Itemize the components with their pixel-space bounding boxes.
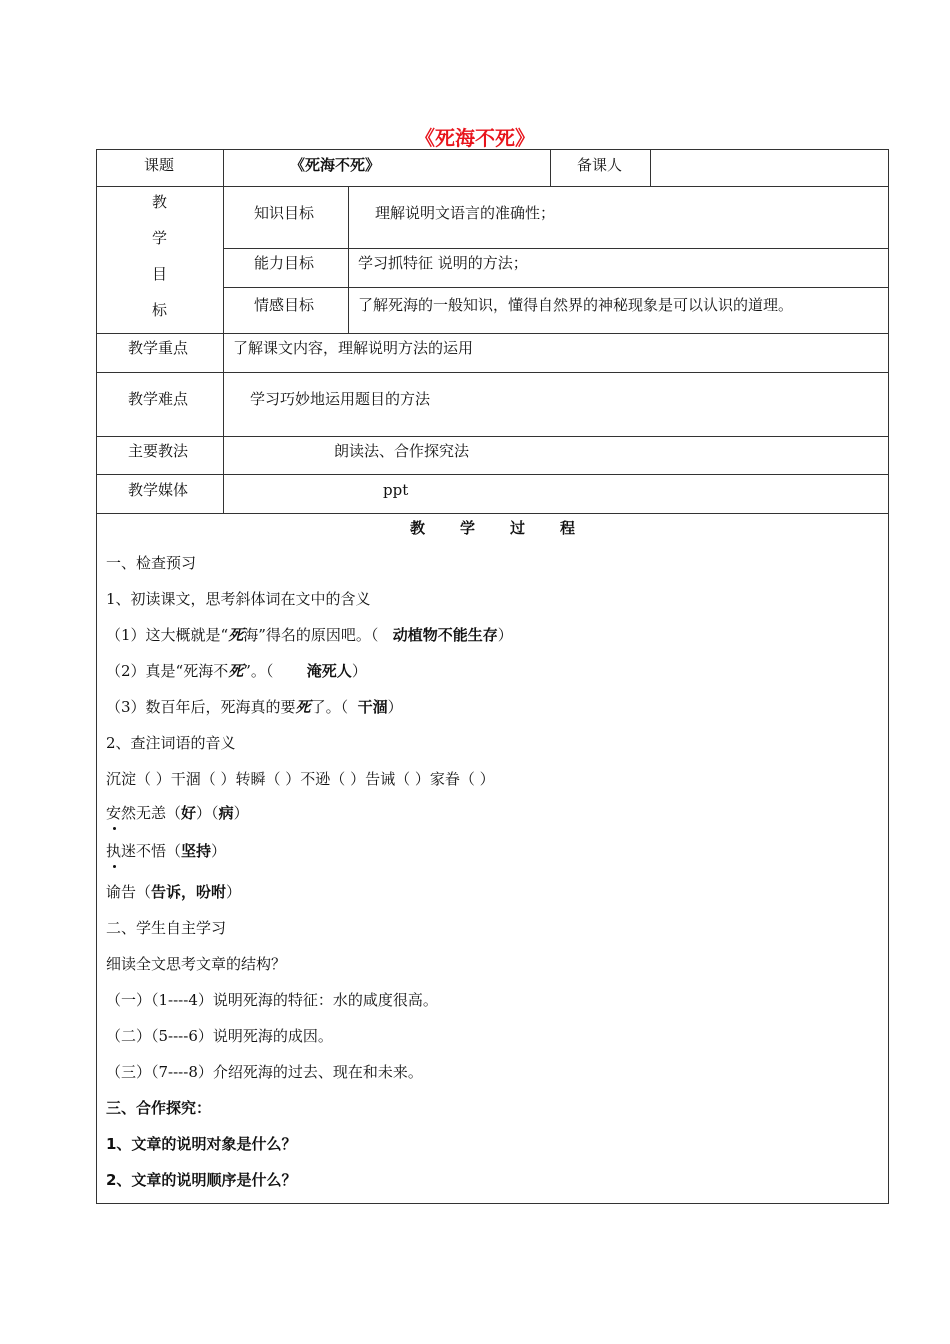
italic-word: 死 bbox=[295, 698, 311, 716]
row-divider bbox=[96, 186, 889, 187]
answer: 告诉，吩咐 bbox=[151, 883, 227, 901]
question-title: 1、初读课文，思考斜体词在文中的含义 bbox=[106, 590, 371, 608]
vocab-item: 执迷不悟（坚持） bbox=[106, 842, 227, 860]
answer: 病 bbox=[218, 804, 234, 822]
preparer-label: 备课人 bbox=[577, 156, 623, 174]
italic-word: 死 bbox=[228, 662, 244, 680]
objectives-label-char: 学 bbox=[152, 229, 168, 247]
methods-label: 主要教法 bbox=[128, 442, 189, 460]
inquiry-question: 1、文章的说明对象是什么？ bbox=[106, 1135, 297, 1153]
methods-value: 朗读法、合作探究法 bbox=[334, 442, 470, 460]
section-title: 一、检查预习 bbox=[106, 554, 197, 572]
pinyin-line: 沉淀（ ）干涸（ ）转瞬（ ）不逊（ ）告诫（ ）家眷（ ） bbox=[106, 770, 495, 788]
process-heading-char: 过 bbox=[510, 519, 526, 537]
difficulties-label: 教学难点 bbox=[128, 390, 189, 408]
key-points-label: 教学重点 bbox=[128, 339, 189, 357]
section-title: 三、合作探究： bbox=[106, 1099, 212, 1117]
row-divider bbox=[96, 436, 889, 437]
structure-item: （三）（7----8）介绍死海的过去、现在和未来。 bbox=[106, 1063, 423, 1081]
structure-prompt: 细读全文思考文章的结构？ bbox=[106, 955, 287, 973]
question-item: （2）真是“死海不死”。（ 淹死人） bbox=[106, 662, 367, 680]
column-divider bbox=[550, 149, 551, 186]
process-heading-char: 程 bbox=[560, 519, 576, 537]
answer: 好 bbox=[181, 804, 197, 822]
topic-value: 《死海不死》 bbox=[290, 156, 381, 174]
process-heading-char: 教 bbox=[410, 519, 426, 537]
vocab-item: 安然无恙（好）（病） bbox=[106, 804, 249, 822]
row-divider bbox=[96, 474, 889, 475]
topic-label: 课题 bbox=[144, 156, 175, 174]
objective-value: 学习抓特征 说明的方法； bbox=[358, 254, 528, 272]
objective-value: 理解说明文语言的准确性； bbox=[375, 204, 556, 222]
row-divider bbox=[96, 372, 889, 373]
answer: 淹死人 bbox=[306, 662, 352, 680]
inquiry-question: 2、文章的说明顺序是什么？ bbox=[106, 1171, 297, 1189]
key-points-value: 了解课文内容，理解说明方法的运用 bbox=[233, 339, 474, 357]
objective-value: 了解死海的一般知识，懂得自然界的神秘现象是可以认识的道理。 bbox=[358, 296, 794, 314]
italic-word: 死 bbox=[228, 626, 244, 644]
row-divider bbox=[223, 287, 889, 288]
question-item: （1）这大概就是“死海”得名的原因吧。（ 动植物不能生存） bbox=[106, 626, 513, 644]
row-divider bbox=[96, 333, 889, 334]
answer: 坚持 bbox=[181, 842, 212, 860]
question-title: 2、查注词语的音义 bbox=[106, 734, 236, 752]
objective-label: 知识目标 bbox=[254, 204, 315, 222]
question-item: （3）数百年后，死海真的要死了。（ 干涸） bbox=[106, 698, 403, 716]
structure-item: （二）（5----6）说明死海的成因。 bbox=[106, 1027, 333, 1045]
process-heading-char: 学 bbox=[460, 519, 476, 537]
column-divider bbox=[650, 149, 651, 186]
answer: 干涸 bbox=[357, 698, 388, 716]
difficulties-value: 学习巧妙地运用题目的方法 bbox=[250, 390, 431, 408]
row-divider bbox=[223, 248, 889, 249]
section-title: 二、学生自主学习 bbox=[106, 919, 227, 937]
media-label: 教学媒体 bbox=[128, 481, 189, 499]
media-value: ppt bbox=[383, 481, 409, 499]
column-divider bbox=[348, 186, 349, 333]
column-divider bbox=[223, 149, 224, 513]
structure-item: （一）（1----4）说明死海的特征：水的咸度很高。 bbox=[106, 991, 438, 1009]
objective-label: 情感目标 bbox=[254, 296, 315, 314]
row-divider bbox=[96, 513, 889, 514]
objectives-label-char: 标 bbox=[152, 301, 168, 319]
vocab-item: 谕告（告诉，吩咐） bbox=[106, 883, 242, 901]
objectives-label-char: 目 bbox=[152, 265, 168, 283]
objective-label: 能力目标 bbox=[254, 254, 315, 272]
answer: 动植物不能生存 bbox=[392, 626, 498, 644]
document-title: 《死海不死》 bbox=[415, 126, 535, 150]
objectives-label-char: 教 bbox=[152, 193, 168, 211]
